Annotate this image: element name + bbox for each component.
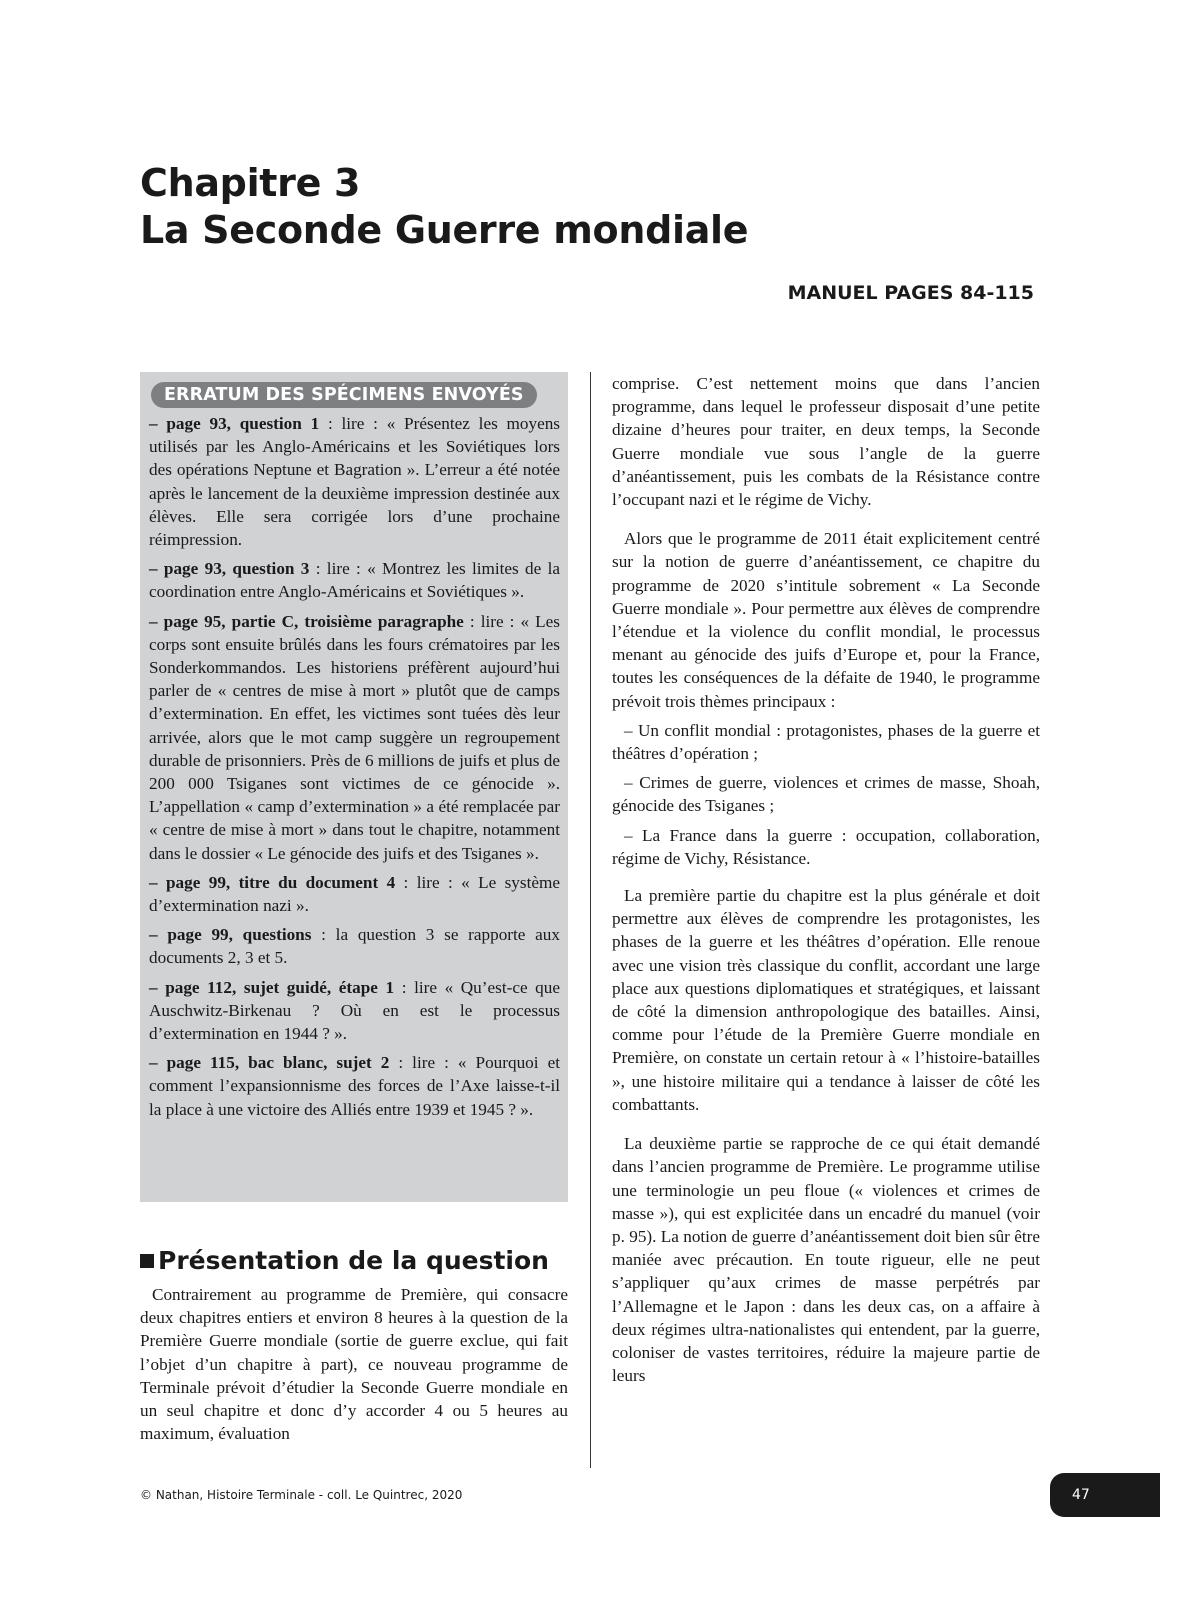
theme-item: – Un conflit mondial : protagonistes, phases de la guerre et théâtres d’opération ; — [612, 720, 1040, 764]
presentation-paragraph: Contrairement au programme de Première, qui consacre deux chapitres entiers et environ 8 heures à la question de la Première Guerre mondiale (sortie de guerre exclue, qui fait l’objet d’un chapitre à part), ce nouveau programme de Terminale prévoit d’étudier la Seconde Guerre mondiale en un seul chapitre et donc d’y accorder 4 ou 5 heures au maximum, évaluation — [140, 1285, 568, 1444]
erratum-item: – page 95, partie C, troisième paragraphe : lire : « Les corps sont ensuite brûlés dans les fours crématoires par les Sonderkommandos. Les historiens préfèrent aujourd’hui parler de « centres de mise à mort » plutôt que de camps d’extermination. En effet, les victimes sont tuées dès leur arrivée, alors que le mot camp suggère un regroupement durable de prisonniers. Près de 6 millions de juifs et plus de 200 000 Tsiganes sont victimes de ce génocide ». L’appellation « camp d’extermination » a été remplacée par « centre de mise à mort » dans tout le chapitre, notamment dans le dossier « Le génocide des juifs et des Tsiganes ». — [149, 611, 560, 863]
erratum-item: – page 115, bac blanc, sujet 2 : lire : « Pourquoi et comment l’expansionnisme des forces de l’Axe laisse-t-il la place à une victoire des Alliés entre 1939 et 1945 ? ». — [149, 1053, 560, 1119]
erratum-item: – page 93, question 1 : lire : « Présentez les moyens utilisés par les Anglo-Américains et les Soviétiques lors des opérations Neptune et Bagration ». L’erreur a été notée après le lancement de la deuxième impression destinée aux élèves. Elle sera corrigée lors d’une prochaine réimpression. — [149, 414, 560, 550]
square-bullet-icon — [140, 1254, 154, 1268]
right-column — [612, 372, 1040, 1403]
erratum-heading: ERRATUM DES SPÉCIMENS ENVOYÉS — [151, 382, 537, 408]
manual-pages-reference: MANUEL PAGES 84-115 — [787, 282, 1034, 304]
body-paragraph: Alors que le programme de 2011 était explicitement centré sur la notion de guerre d’anéantissement, ce chapitre du programme de 2020 s’intitule sobrement « La Seconde Guerre mondiale ». Pour permettre aux élèves de comprendre l’étendue et la violence du conflit mondial, le processus menant au génocide des juifs d’Europe et, pour la France, toutes les conséquences de la défaite de 1940, le programme prévoit trois thèmes principaux : — [612, 529, 1040, 711]
theme-item: – Crimes de guerre, violences et crimes de masse, Shoah, génocide des Tsiganes ; — [612, 773, 1040, 816]
chapter-title: La Seconde Guerre mondiale — [140, 208, 749, 252]
theme-list — [612, 719, 1040, 870]
erratum-item: – page 99, questions : la question 3 se rapporte aux documents 2, 3 et 5. — [149, 925, 560, 968]
erratum-box — [140, 372, 568, 1202]
theme-item: – La France dans la guerre : occupation, collaboration, régime de Vichy, Résistance. — [612, 825, 1040, 868]
section-heading — [140, 1246, 568, 1275]
copyright-notice: © Nathan, Histoire Terminale - coll. Le Quintrec, 2020 — [140, 1488, 463, 1502]
column-divider — [590, 372, 591, 1468]
body-paragraph: La première partie du chapitre est la plus générale et doit permettre aux élèves de comprendre les protagonistes, les phases de la guerre et les théâtres d’opération. Elle renoue avec une vision très classique du conflit, accordant une large place aux questions diplomatiques et stratégiques, et laissant de côté la dimension anthropologique des batailles. Ainsi, comme pour l’étude de la Première Guerre mondiale en Première, on constate un certain retour à « l’histoire-batailles », une histoire militaire qui a tendance à laisser de côté les combattants. — [612, 886, 1040, 1114]
body-paragraph: La deuxième partie se rapproche de ce qui était demandé dans l’ancien programme de Première. Le programme utilise une terminologie un peu floue (« violences et crimes de masse »), qui est explicitée dans un encadré du manuel (voir p. 95). La notion de guerre d’anéantissement doit bien sûr être maniée avec précaution. En toute rigueur, elle ne peut s’appliquer qu’aux crimes de masse perpétrés par l’Allemagne et le Japon : dans les deux cas, on a affaire à deux régimes ultra-nationalistes qui entendent, par la guerre, coloniser de vastes territoires, réduire la majeure partie de leurs — [612, 1134, 1040, 1386]
page-number: 47 — [1050, 1473, 1160, 1517]
erratum-item: – page 112, sujet guidé, étape 1 : lire « Qu’est-ce que Auschwitz-Birkenau ? Où en est le processus d’extermination en 1944 ? ». — [149, 977, 560, 1044]
erratum-item: – page 93, question 3 : lire : « Montrez les limites de la coordination entre Anglo-Américains et Soviétiques ». — [149, 559, 560, 602]
body-paragraph: comprise. C’est nettement moins que dans l’ancien programme, dans lequel le professeur disposait d’une petite dizaine d’heures pour traiter, en deux temps, la Seconde Guerre mondiale vue sous l’angle de la guerre d’anéantissement, puis les combats de la Résistance contre l’occupant nazi et le régime de Vichy. — [612, 374, 1040, 510]
presentation-section — [140, 1246, 568, 1445]
erratum-item: – page 99, titre du document 4 : lire : « Le système d’extermination nazi ». — [149, 872, 560, 916]
chapter-label: Chapitre 3 — [140, 161, 361, 205]
page-title — [140, 160, 748, 254]
section-heading-label: Présentation de la question — [158, 1246, 549, 1275]
